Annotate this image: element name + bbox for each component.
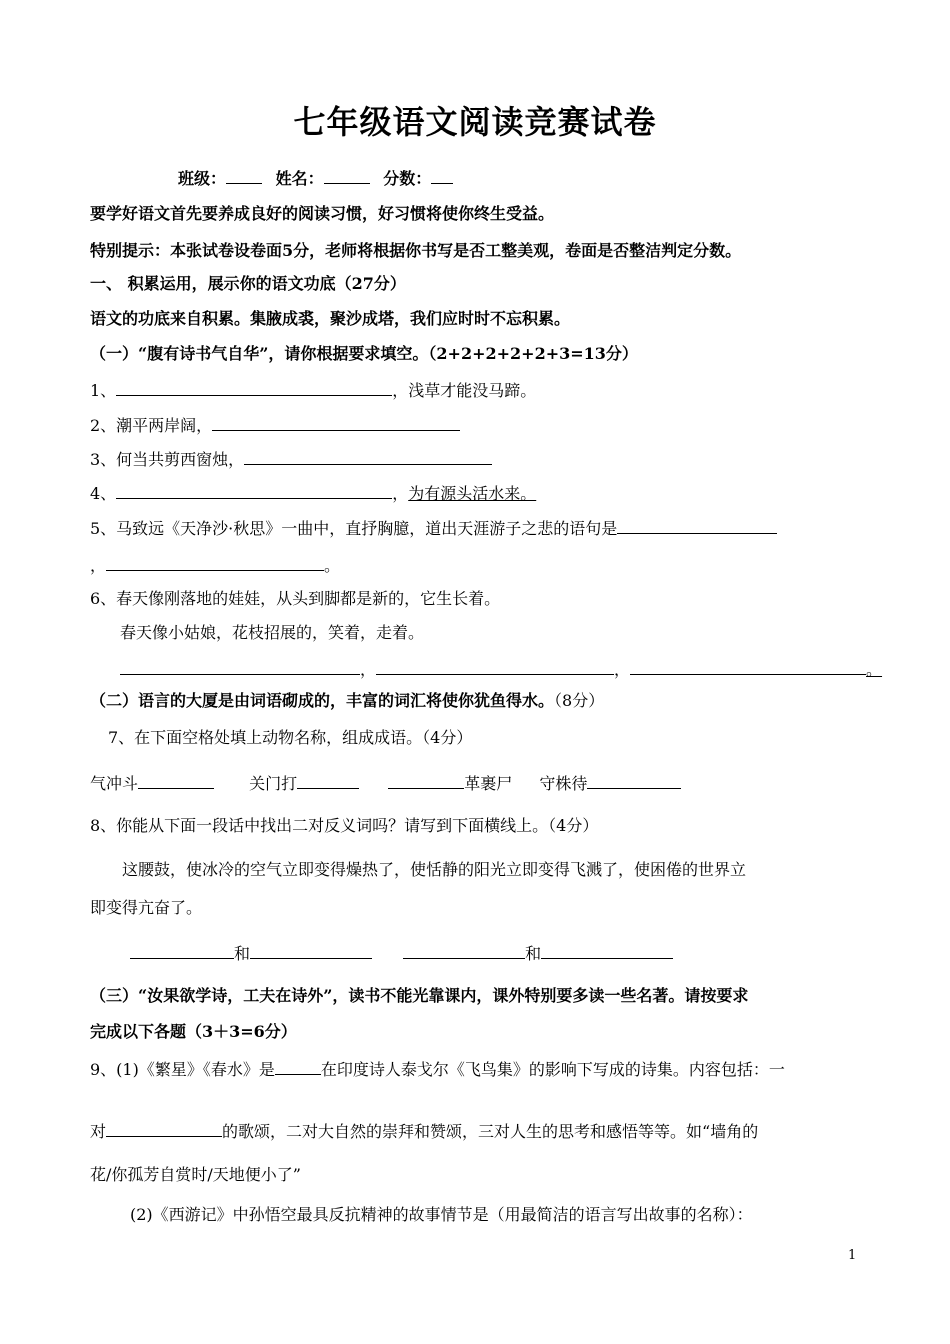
antonym-blank-3[interactable] <box>403 941 525 959</box>
section3-heading-1: （三）“汝果欲学诗，工夫在诗外”，读书不能光靠课内，课外特别要多读一些名著。请按要求 <box>90 986 749 1005</box>
question-8-answers: 和 和 <box>130 941 673 965</box>
q6-answer-blank-2[interactable] <box>376 657 614 675</box>
class-blank[interactable] <box>226 166 262 184</box>
q6-answer-blank-3[interactable] <box>630 657 866 675</box>
idiom-blank-3[interactable] <box>388 771 464 789</box>
question-8-passage-2: 即变得亢奋了。 <box>90 898 203 917</box>
q6-answer-blank-1[interactable] <box>120 657 360 675</box>
exam-title: 七年级语文阅读竞赛试卷 <box>293 103 657 141</box>
question-4: 4、 ，为有源头活水来。 <box>90 481 540 505</box>
question-8: 8、你能从下面一段话中找出二对反义词吗？请写到下面横线上。（4分） <box>90 816 599 835</box>
question-7: 7、在下面空格处填上动物名称，组成成语。（4分） <box>108 728 473 747</box>
section3-heading-2: 完成以下各题（3＋3=6分） <box>90 1022 297 1041</box>
q4-answer-blank[interactable] <box>116 481 392 499</box>
q5-answer-blank-1[interactable] <box>617 516 777 534</box>
question-6-answers: ， ， 。 <box>120 657 890 681</box>
question-3: 3、何当共剪西窗烛， <box>90 447 492 471</box>
idiom-blank-2[interactable] <box>297 771 359 789</box>
question-5-cont: ， 。 <box>90 553 340 577</box>
question-7-idioms: 气冲斗 关门打 革裹尸 守株待 <box>90 771 681 795</box>
intro-text: 要学好语文首先要养成良好的阅读习惯，好习惯将使你终生受益。 <box>90 204 555 223</box>
name-label: 姓名： <box>275 169 324 188</box>
score-blank[interactable] <box>431 166 453 184</box>
antonym-blank-4[interactable] <box>541 941 673 959</box>
q1-answer-blank[interactable] <box>116 378 392 396</box>
name-blank[interactable] <box>324 166 370 184</box>
question-8-passage-1: 这腰鼓，使冰冷的空气立即变得燥热了，使恬静的阳光立即变得飞溅了，使困倦的世界立 <box>122 860 747 879</box>
antonym-blank-2[interactable] <box>250 941 372 959</box>
score-label: 分数： <box>383 169 432 188</box>
question-9-2: (2)《西游记》中孙悟空最具反抗精神的故事情节是（用最简洁的语言写出故事的名称）： <box>130 1205 753 1224</box>
idiom-blank-1[interactable] <box>138 771 214 789</box>
antonym-blank-1[interactable] <box>130 941 234 959</box>
q3-answer-blank[interactable] <box>244 447 492 465</box>
part1-motto: 语文的功底来自积累。集腋成裘，聚沙成塔，我们应时时不忘积累。 <box>90 309 571 328</box>
q5-answer-blank-2[interactable] <box>106 553 324 571</box>
question-9-1-line3: 花/你孤芳自赏时/天地便小了” <box>90 1165 301 1184</box>
question-2: 2、潮平两岸阔， <box>90 413 460 437</box>
notice-text: 特别提示：本张试卷设卷面5分，老师将根据你书写是否工整美观，卷面是否整洁判定分数。 <box>90 241 742 260</box>
question-9-1-line2: 对 的歌颂，二对大自然的崇拜和赞颂，三对人生的思考和感悟等等。如“墙角的 <box>90 1119 758 1143</box>
question-5: 5、马致远《天净沙·秋思》一曲中，直抒胸臆，道出天涯游子之悲的语句是 <box>90 516 777 540</box>
class-label: 班级： <box>178 169 227 188</box>
question-6-line2: 春天像小姑娘，花枝招展的，笑着，走着。 <box>120 623 425 642</box>
student-info-header <box>178 166 453 190</box>
section1-heading: （一）“腹有诗书气自华”，请你根据要求填空。（2+2+2+2+2+3=13分） <box>90 344 638 363</box>
part1-heading: 一、 积累运用，展示你的语文功底（27分） <box>90 274 406 293</box>
question-1: 1、 ，浅草才能没马蹄。 <box>90 378 536 402</box>
question-9-1-line1: 9、(1)《繁星》《春水》是 在印度诗人泰戈尔《飞鸟集》的影响下写成的诗集。内容包括：一 <box>90 1057 785 1081</box>
section2-heading: （二）语言的大厦是由词语砌成的，丰富的词汇将使你犹鱼得水。（8分） <box>90 691 605 710</box>
q9-author-blank[interactable] <box>275 1057 321 1075</box>
question-6-line1: 6、春天像刚落地的娃娃，从头到脚都是新的，它生长着。 <box>90 589 501 608</box>
q2-answer-blank[interactable] <box>212 413 460 431</box>
q9-content-blank[interactable] <box>106 1119 222 1137</box>
idiom-blank-4[interactable] <box>587 771 681 789</box>
page-number: 1 <box>848 1248 857 1263</box>
